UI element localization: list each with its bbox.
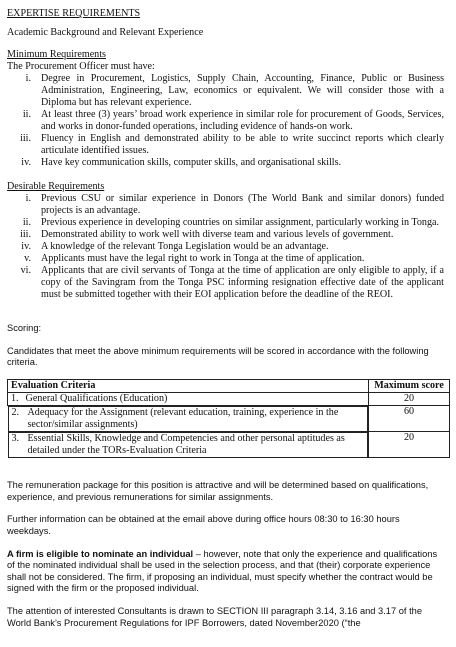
list-item	[7, 241, 444, 253]
column-header-score: Maximum score	[369, 379, 450, 392]
list-item-number: iii.	[20, 229, 31, 240]
list-item-text: Previous experience in developing countries on similar assignment, particularly working in Tonga.	[41, 217, 439, 228]
table-row	[8, 392, 450, 405]
list-item-text: Degree in Procurement, Logistics, Supply Chain, Accounting, Finance, Public or Business Administration, Engineering, Law, economics or equivalent. We will consider those with a Diploma but has relevant experience.	[41, 73, 444, 108]
remuneration-paragraph: The remuneration package for this position is attractive and will be determined based on qualifications, experience, and previous remunerations for similar assignments.	[7, 480, 429, 502]
list-item	[7, 265, 444, 301]
list-item-text: Have key communication skills, computer skills, and organisational skills.	[41, 157, 342, 168]
attention-paragraph: The attention of interested Consultants is drawn to SECTION III paragraph 3.14, 3.16 and 3.17 of the World Bank’s Procurement Regulations for IPF Borrowers, dated November2020 (“the	[7, 606, 422, 628]
list-item	[7, 217, 444, 229]
evaluation-criteria-table	[7, 379, 450, 459]
criteria-cell	[8, 406, 369, 432]
criteria-text: Adequacy for the Assignment (relevant education, training, experience in the sector/similar assignments)	[27, 406, 339, 430]
desirable-requirements-heading: Desirable Requirements	[7, 181, 105, 192]
list-item-text: Demonstrated ability to work well with diverse team and various levels of government.	[41, 229, 394, 240]
score-cell: 20	[369, 432, 450, 458]
table-header-row	[8, 379, 450, 392]
list-item-number: iii.	[20, 133, 31, 144]
list-item-number: iv.	[21, 241, 31, 252]
desirable-requirements-list	[7, 193, 444, 301]
list-item-number: i.	[25, 73, 31, 84]
list-item-number: ii.	[22, 217, 31, 228]
list-item	[7, 133, 444, 157]
criteria-cell	[8, 392, 369, 405]
criteria-text: General Qualifications (Education)	[25, 392, 168, 404]
list-item-text: Applicants that are civil servants of Tonga at the time of application are only eligible to apply, if a copy of the Savingram from the Tonga PSC informing resignation effective date of the applicant must be submitted together with their EOI application before the deadline of the REOI.	[41, 265, 444, 300]
row-number: 3.	[11, 432, 20, 444]
score-cell: 20	[369, 392, 450, 405]
further-info-paragraph: Further information can be obtained at the email above during office hours 08:30 to 16:30 hours weekdays.	[7, 514, 400, 537]
list-item-text: Applicants must have the legal right to work in Tonga at the time of application.	[41, 253, 365, 264]
list-item	[7, 253, 444, 265]
criteria-cell	[8, 432, 369, 458]
scoring-label: Scoring:	[7, 323, 42, 333]
list-item-text: A knowledge of the relevant Tonga Legislation would be an advantage.	[41, 241, 329, 252]
score-cell: 60	[369, 405, 450, 432]
scoring-intro: Candidates that meet the above minimum requirements will be scored in accordance with the following criteria.	[7, 345, 429, 368]
section-title: EXPERTISE REQUIREMENTS	[7, 8, 141, 19]
firm-eligibility-bold: A firm is eligible to nominate an individual	[7, 548, 194, 559]
academic-heading: Academic Background and Relevant Experience	[7, 27, 204, 38]
list-item	[7, 157, 444, 169]
list-item-number: iv.	[21, 157, 31, 168]
column-header-criteria: Evaluation Criteria	[8, 379, 369, 392]
list-item-text: Previous CSU or similar experience in Donors (The World Bank and similar donors) funded projects is an advantage.	[41, 193, 444, 216]
minimum-requirements-list	[7, 73, 444, 169]
table-row	[8, 405, 450, 432]
row-number: 1.	[11, 392, 19, 404]
list-item-number: ii.	[22, 109, 31, 120]
list-item-text: Fluency in English and demonstrated ability to be able to write succinct reports which clearly articulate identified issues.	[41, 133, 444, 156]
minimum-requirements-intro: The Procurement Officer must have:	[7, 61, 155, 72]
list-item-number: vi.	[20, 265, 31, 276]
list-item	[7, 109, 444, 133]
table-row	[8, 432, 450, 458]
firm-eligibility-text: – however, note that only the experience and qualifications of the nominated individual shall be used in the selection process, and that (their) corporate experience shall not be considered. The firm, if proposing an individual, must specify whether the contract would be signed with the firm or the proposed individual.	[7, 548, 438, 594]
list-item	[7, 229, 444, 241]
criteria-text: Essential Skills, Knowledge and Competencies and other personal aptitudes as detailed under the TORs-Evaluation Criteria	[27, 432, 345, 456]
row-number: 2.	[11, 406, 20, 418]
list-item-number: i.	[25, 193, 31, 204]
list-item-text: At least three (3) years’ broad work experience in similar role for procurement of Goods, Services, and works in donor-funded operations, including evidence of hands-on work.	[41, 109, 444, 132]
list-item-number: v.	[24, 253, 31, 264]
firm-eligibility-paragraph	[7, 549, 444, 595]
list-item	[7, 73, 444, 109]
list-item	[7, 193, 444, 217]
minimum-requirements-heading: Minimum Requirements	[7, 49, 106, 60]
